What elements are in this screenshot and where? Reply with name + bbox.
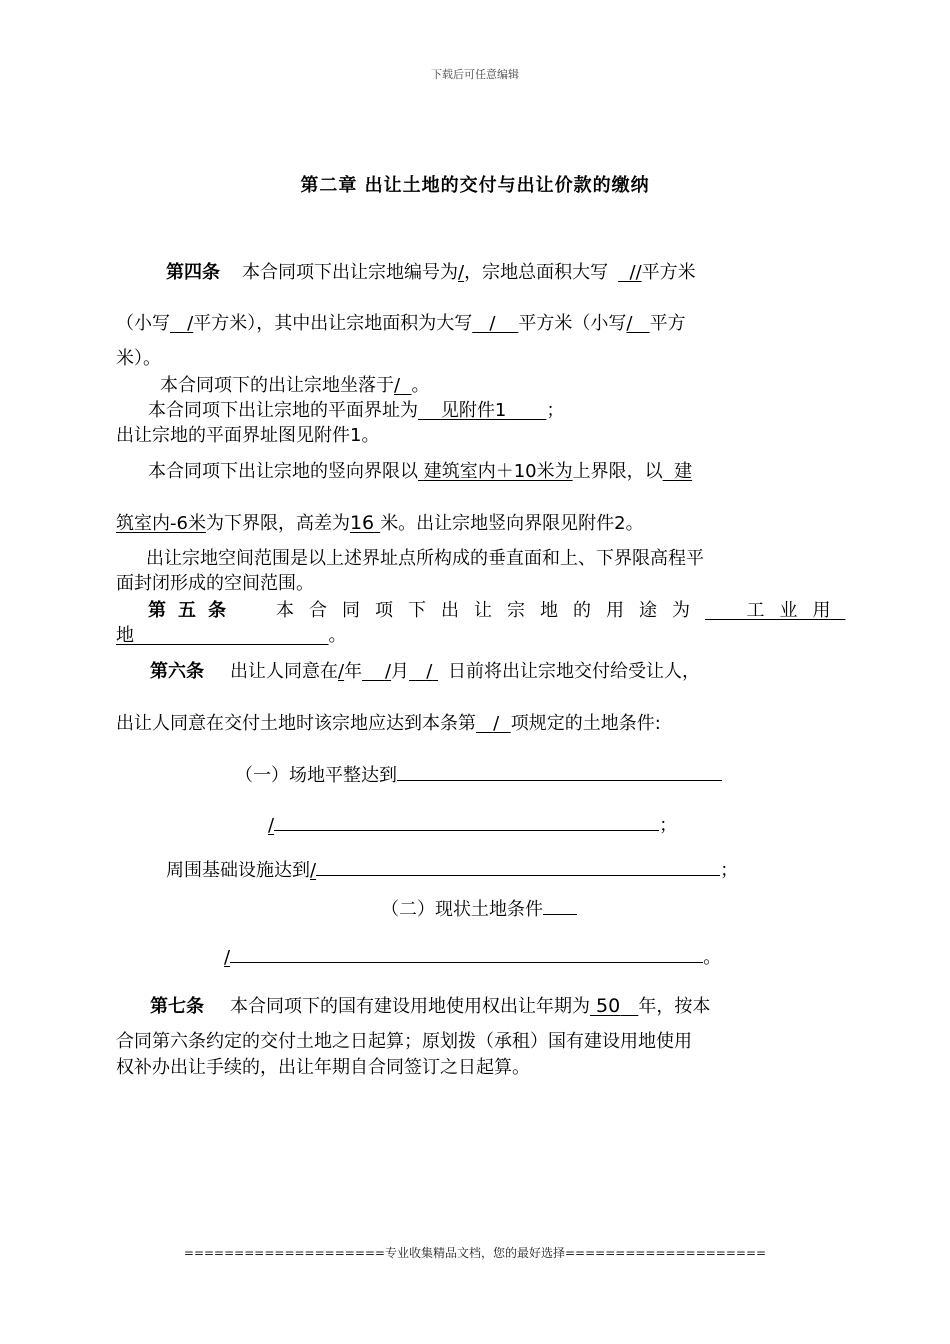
art4-vertical-1 xyxy=(148,459,692,485)
parcel-area-upper-value: / xyxy=(489,313,496,334)
art7-line2: 合同第六条约定的交付土地之日起算；原划拨（承租）国有建设用地使用 xyxy=(116,1031,692,1052)
text: 本合同项下出让宗地编号为 xyxy=(242,262,458,283)
item-no-value: / xyxy=(493,713,500,734)
text: 月 xyxy=(391,661,410,682)
text: （一）场地平整达到 xyxy=(235,765,397,786)
art4-space-1: 出让宗地空间范围是以上述界址点所构成的垂直面和上、下界限高程平 xyxy=(146,548,704,569)
art6-label: 第六条 xyxy=(150,661,204,682)
infra-value: / xyxy=(310,860,317,881)
text: 出让人同意在交付土地时该宗地应达到本条第 xyxy=(116,713,476,734)
leveling-value: / xyxy=(268,815,275,836)
text: 项规定的土地条件: xyxy=(510,713,661,734)
blank-line xyxy=(543,894,577,915)
art4-label: 第四条 xyxy=(166,262,220,283)
art6-item1-value xyxy=(268,810,677,839)
land-use-value-end: 地 xyxy=(116,625,134,646)
text: （小写 xyxy=(116,313,170,334)
plane-boundary-value: 见附件1 xyxy=(440,400,507,421)
blank-line xyxy=(397,760,722,781)
total-area-lower-value: / xyxy=(187,313,194,334)
upper-limit-value: 建筑室内＋10米为 xyxy=(423,461,573,482)
total-area-upper-value: // xyxy=(629,262,642,283)
text: 平方米），其中出让宗地面积为大写 xyxy=(193,313,473,334)
chapter-title: 第二章 出让土地的交付与出让价款的缴纳 xyxy=(300,175,650,196)
text: 周围基础设施达到 xyxy=(166,860,310,881)
text: 平方米 xyxy=(641,262,696,283)
art6-item2-value xyxy=(224,942,721,971)
text: 日前将出让宗地交付给受让人， xyxy=(448,661,701,682)
art6-item1 xyxy=(235,760,722,789)
header-note: 下载后可任意编辑 xyxy=(431,68,519,81)
art5-line1 xyxy=(148,598,845,624)
blank-line xyxy=(316,855,720,876)
location-value: / xyxy=(394,375,401,396)
height-diff-value: 16 xyxy=(349,512,375,534)
art6-infra xyxy=(166,855,738,884)
art4-plane xyxy=(148,398,564,424)
lower-limit-value-start: 建 xyxy=(674,461,693,482)
art4-space-2: 面封闭形成的空间范围。 xyxy=(116,573,314,594)
text: 为下界限，高差为 xyxy=(205,513,350,534)
footer-banner: ====================专业收集精品文档，您的最好选择==================== xyxy=(183,1246,767,1260)
art7-line1 xyxy=(150,993,710,1020)
land-use-value: 工业用 xyxy=(746,600,846,621)
text: 平方米（小写 xyxy=(518,313,627,334)
text: ； xyxy=(720,860,739,881)
art4-line3: 米）。 xyxy=(116,348,161,369)
lower-limit-value-end: 筑室内-6米 xyxy=(116,513,206,534)
art6-item2 xyxy=(381,894,577,923)
art5-line2 xyxy=(116,623,347,649)
text: 出让人同意在 xyxy=(230,661,338,682)
text: 。 xyxy=(411,375,430,396)
art6-line2 xyxy=(116,711,661,737)
art6-line1 xyxy=(150,659,700,685)
text: 。 xyxy=(328,625,347,646)
art4-plane-map: 出让宗地的平面界址图见附件1。 xyxy=(116,425,380,446)
text: 本合同项下的出让宗地坐落于 xyxy=(160,375,394,396)
text: 平方 xyxy=(649,313,686,334)
text: （二）现状土地条件 xyxy=(381,899,543,920)
text: ； xyxy=(659,815,678,836)
text: 年 xyxy=(344,661,363,682)
text: 上界限，以 xyxy=(572,461,663,482)
current-condition-value: / xyxy=(224,947,231,968)
art5-label: 第五条 xyxy=(148,600,238,621)
text: ； xyxy=(546,400,565,421)
art7-label: 第七条 xyxy=(150,996,204,1017)
text: 本合同项下的国有建设用地使用权出让年期为 xyxy=(230,996,590,1017)
text: 年，按本 xyxy=(638,996,711,1017)
art4-line1 xyxy=(166,260,696,286)
art4-vertical-2 xyxy=(116,510,644,537)
day-value: / xyxy=(426,661,433,682)
blank-line xyxy=(230,942,703,963)
year-value: / xyxy=(338,661,345,682)
text: ，宗地总面积大写 xyxy=(464,262,609,283)
text: 。 xyxy=(703,947,722,968)
text: 米。出让宗地竖向界限见附件2。 xyxy=(380,513,644,534)
month-value: / xyxy=(384,661,392,682)
text: 本合同项下出让宗地的用途为 xyxy=(276,600,705,621)
parcel-no-value: / xyxy=(458,262,465,283)
art4-line2 xyxy=(116,311,686,337)
art7-line3: 权补办出让手续的，出让年期自合同签订之日起算。 xyxy=(116,1057,530,1078)
parcel-area-lower-value: / xyxy=(626,313,633,334)
term-years-value: 50 xyxy=(596,995,621,1017)
art4-location xyxy=(160,373,430,399)
text: 本合同项下出让宗地的平面界址为 xyxy=(148,400,418,421)
text: 本合同项下出让宗地的竖向界限以 xyxy=(148,461,418,482)
blank-line xyxy=(274,810,659,831)
